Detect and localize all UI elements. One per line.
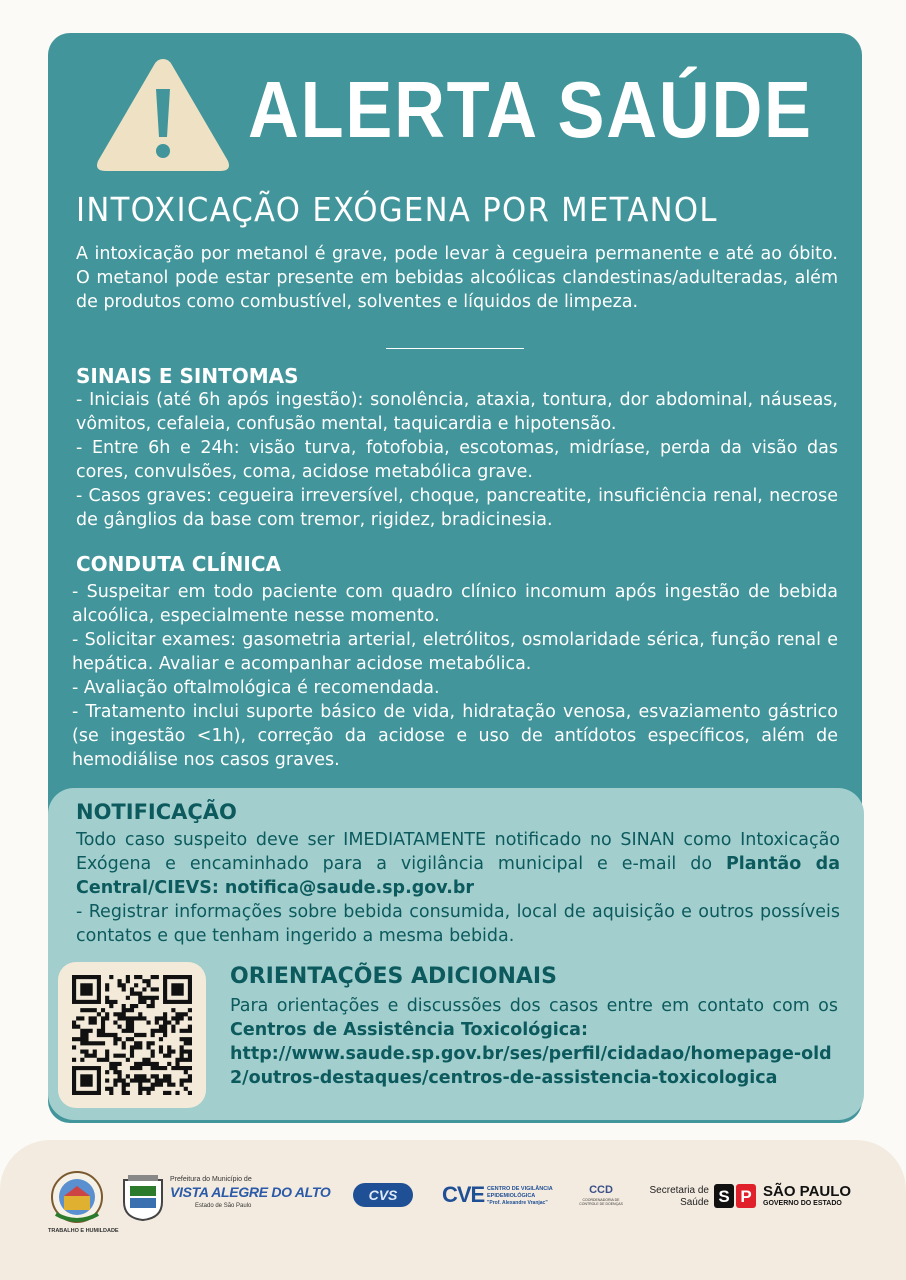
secretaria-label-1: Secretaria de [649,1185,709,1196]
cve-logo: CVE [442,1182,485,1207]
list-item: - Suspeitar em todo paciente com quadro clínico incomum após ingestão de bebida alcoólica, especialmente nesse momento. [72,582,838,626]
notification-heading: NOTIFICAÇÃO [76,800,237,824]
sp-name: SÃO PAULO [763,1183,852,1200]
svg-text:S: S [718,1187,730,1206]
notification-email[interactable]: Plantão da Central/CIEVS: notifica@saude.sp.gov.br [76,854,841,898]
prefeitura-label: Prefeitura do Município de [170,1176,252,1183]
municipal-motto: TRABALHO E HUMILDADE [48,1228,119,1234]
signs-heading: SINAIS E SINTOMAS [76,364,299,388]
notification-text [76,828,840,948]
notification-text-a: Todo caso suspeito deve ser IMEDIATAMENTE notificado no SINAN como Intoxicação Exógena e encaminhado para a vigilância municipal e e-mail do [76,830,840,874]
signs-list [76,388,838,532]
conduct-list [72,580,838,772]
list-item: - Tratamento inclui suporte básico de vida, hidratação venosa, esvaziamento gástrico (se ingestão <1h), correção da acidose e uso de antídotos específicos, além de hemodiálise nos casos graves. [72,702,838,770]
footer [0,1140,906,1280]
state-label: Estado de São Paulo [195,1203,252,1209]
list-item: - Iniciais (até 6h após ingestão): sonolência, ataxia, tontura, dor abdominal, náuseas, vômitos, cefaleia, confusão mental, taquicardia e hipotensão. [76,390,838,434]
svg-text:P: P [740,1187,752,1206]
municipal-seal-logo [42,1170,112,1228]
intro-paragraph: A intoxicação por metanol é grave, pode levar à cegueira permanente e até ao óbito. O metanol pode estar presente em bebidas alcoólicas clandestinas/adulteradas, além de produtos como combustível, solventes e líquidos de limpeza. [76,244,838,312]
cve-name: CENTRO DE VIGILÂNCIA EPIDEMIOLÓGICA [487,1186,553,1199]
city-crest-logo [120,1174,166,1222]
orientations-text-a: Para orientações e discussões dos casos entre em contato com os [230,996,838,1016]
secretaria-label [643,1185,709,1209]
cvs-logo: CVS [353,1183,413,1207]
cve-prof: "Prof. Alexandre Vranjac" [487,1200,548,1206]
secretaria-label-2: Saúde [680,1197,709,1208]
ccd-logo: CCD [589,1184,613,1196]
qr-code[interactable] [72,975,192,1095]
warning-icon [92,53,234,177]
city-name: VISTA ALEGRE DO ALTO [170,1184,331,1200]
page-title: ALERTA SAÚDE [248,65,813,154]
qr-code-frame [58,962,206,1108]
list-item: - Avaliação oftalmológica é recomendada. [72,678,440,698]
divider [386,348,524,349]
page-subtitle: INTOXICAÇÃO EXÓGENA POR METANOL [76,190,718,229]
ccd-name: COORDENADORIA DE CONTROLE DE DOENÇAS [579,1198,623,1206]
list-item: - Solicitar exames: gasometria arterial, eletrólitos, osmolaridade sérica, função renal e hepática. Avaliar e acompanhar acidose metabólica. [72,630,838,674]
orientations-bold: Centros de Assistência Toxicológica: [230,1020,588,1040]
sp-logo-icon [714,1184,758,1208]
sp-sub: GOVERNO DO ESTADO [763,1200,842,1207]
orientations-heading: ORIENTAÇÕES ADICIONAIS [230,964,557,989]
orientations-text [230,994,838,1090]
list-item: - Entre 6h e 24h: visão turva, fotofobia, escotomas, midríase, perda da visão das cores, convulsões, coma, acidose metabólica grave. [76,438,838,482]
notification-text-b: - Registrar informações sobre bebida consumida, local de aquisição e outros possíveis contatos e que tenham ingerido a mesma bebida. [76,902,840,946]
conduct-heading: CONDUTA CLÍNICA [76,552,281,576]
toxicology-link[interactable]: http://www.saude.sp.gov.br/ses/perfil/cidadao/homepage-old2/outros-destaques/centros-de-assistencia-toxicologica [230,1044,832,1088]
list-item: - Casos graves: cegueira irreversível, choque, pancreatite, insuficiência renal, necrose de gânglios da base com tremor, rigidez, bradicinesia. [76,486,838,530]
